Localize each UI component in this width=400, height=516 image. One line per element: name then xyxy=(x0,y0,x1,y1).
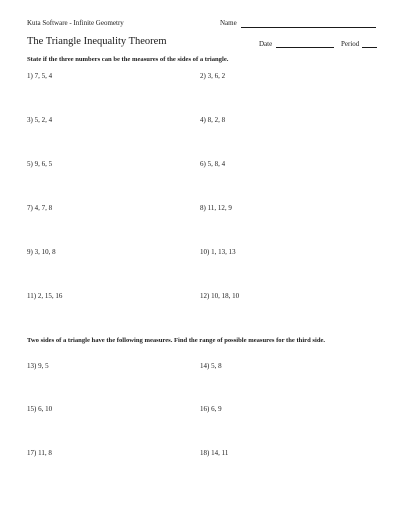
problem-2 xyxy=(200,72,225,80)
problem-values: 3, 6, 2 xyxy=(207,72,226,80)
problem-number: 3) xyxy=(27,116,33,124)
problem-15 xyxy=(27,405,52,413)
problem-number: 16) xyxy=(200,405,210,413)
problem-17 xyxy=(27,449,52,457)
problem-number: 7) xyxy=(27,204,33,212)
problem-number: 14) xyxy=(200,362,210,370)
source-label: Kuta Software - Infinite Geometry xyxy=(27,19,124,27)
problem-5 xyxy=(27,160,52,168)
problem-8 xyxy=(200,204,232,212)
problem-number: 18) xyxy=(200,449,210,457)
date-label: Date xyxy=(259,40,273,48)
problem-3 xyxy=(27,116,52,124)
worksheet-title: The Triangle Inequality Theorem xyxy=(27,36,167,47)
problem-number: 17) xyxy=(27,449,37,457)
problem-number: 10) xyxy=(200,248,210,256)
problem-4 xyxy=(200,116,225,124)
problem-number: 15) xyxy=(27,405,37,413)
problem-values: 9, 5 xyxy=(38,362,49,370)
problem-values: 5, 8, 4 xyxy=(207,160,226,168)
problem-values: 4, 7, 8 xyxy=(34,204,53,212)
problem-values: 5, 2, 4 xyxy=(34,116,53,124)
problem-values: 14, 11 xyxy=(211,449,229,457)
problem-11 xyxy=(27,292,62,300)
problem-values: 1, 13, 13 xyxy=(211,248,236,256)
problem-1 xyxy=(27,72,52,80)
problem-values: 8, 2, 8 xyxy=(207,116,226,124)
problem-number: 11) xyxy=(27,292,37,300)
problem-values: 2, 15, 16 xyxy=(37,292,63,300)
problem-values: 7, 5, 4 xyxy=(34,72,53,80)
problem-number: 12) xyxy=(200,292,210,300)
problem-values: 10, 18, 10 xyxy=(211,292,240,300)
name-label: Name xyxy=(220,19,237,27)
date-field[interactable] xyxy=(276,47,334,48)
section1-instructions: State if the three numbers can be the measures of the sides of a triangle. xyxy=(27,56,229,63)
problem-values: 6, 10 xyxy=(38,405,53,413)
section2-instructions: Two sides of a triangle have the following measures. Find the range of possible measures for the third side. xyxy=(27,337,326,344)
problem-values: 9, 6, 5 xyxy=(34,160,53,168)
problem-9 xyxy=(27,248,56,256)
problem-number: 2) xyxy=(200,72,206,80)
problem-number: 6) xyxy=(200,160,206,168)
problem-7 xyxy=(27,204,52,212)
name-field[interactable] xyxy=(241,27,376,28)
problem-number: 4) xyxy=(200,116,206,124)
problem-13 xyxy=(27,362,49,370)
problem-10 xyxy=(200,248,236,256)
problem-number: 1) xyxy=(27,72,33,80)
problem-number: 8) xyxy=(200,204,206,212)
period-field[interactable] xyxy=(362,47,377,48)
problem-18 xyxy=(200,449,228,457)
period-label: Period xyxy=(341,40,360,48)
problem-14 xyxy=(200,362,222,370)
problem-number: 9) xyxy=(27,248,33,256)
problem-values: 3, 10, 8 xyxy=(34,248,56,256)
problem-number: 5) xyxy=(27,160,33,168)
problem-values: 11, 12, 9 xyxy=(207,204,232,212)
problem-values: 5, 8 xyxy=(211,362,222,370)
problem-12 xyxy=(200,292,239,300)
problem-values: 6, 9 xyxy=(211,405,222,413)
problem-number: 13) xyxy=(27,362,37,370)
problem-16 xyxy=(200,405,222,413)
problem-values: 11, 8 xyxy=(38,449,52,457)
problem-6 xyxy=(200,160,225,168)
